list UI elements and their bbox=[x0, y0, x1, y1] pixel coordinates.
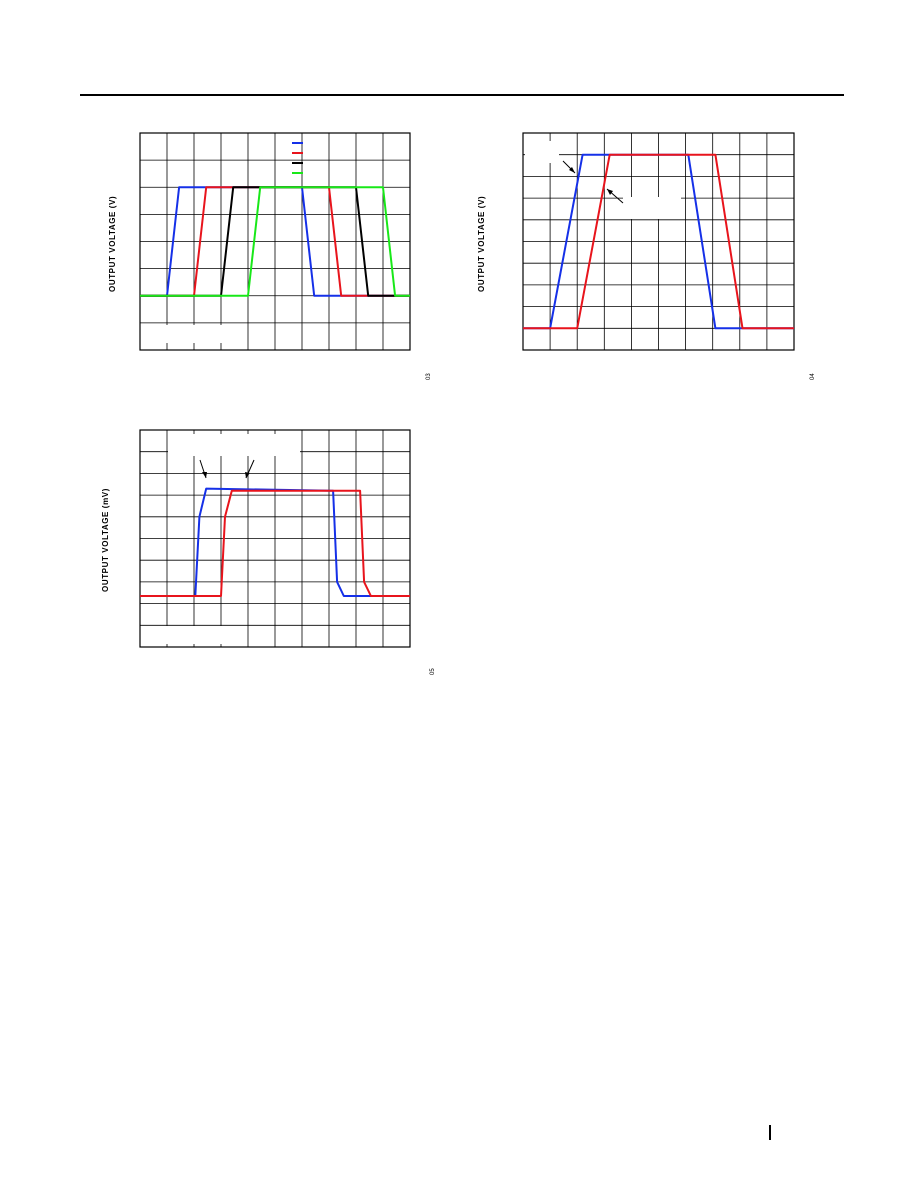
chart-3-annotation-box-2 bbox=[142, 626, 246, 644]
chart-2-annotation-box-1 bbox=[525, 141, 559, 163]
chart-1 bbox=[140, 133, 410, 350]
chart-1-y-axis-label: OUTPUT VOLTAGE (V) bbox=[108, 195, 117, 292]
chart-3-figure-id: 05 bbox=[430, 668, 436, 675]
chart-3-annotation-arrowhead-1 bbox=[202, 472, 207, 478]
chart-1-annotation-box bbox=[142, 325, 230, 343]
chart-1-figure-id: 03 bbox=[426, 373, 432, 380]
chart-2 bbox=[523, 133, 794, 350]
chart-3-y-axis-label: OUTPUT VOLTAGE (mV) bbox=[101, 488, 110, 592]
chart-2-figure-id: 04 bbox=[810, 373, 816, 380]
footer-bar bbox=[769, 1125, 771, 1140]
chart-3-annotation-arrowhead-2 bbox=[245, 472, 250, 478]
chart-3-annotation-box bbox=[168, 434, 300, 456]
header-rule bbox=[80, 94, 844, 96]
chart-2-annotation-box-2 bbox=[623, 197, 681, 219]
chart-2-y-axis-label: OUTPUT VOLTAGE (V) bbox=[477, 195, 486, 292]
chart-3 bbox=[140, 430, 410, 647]
